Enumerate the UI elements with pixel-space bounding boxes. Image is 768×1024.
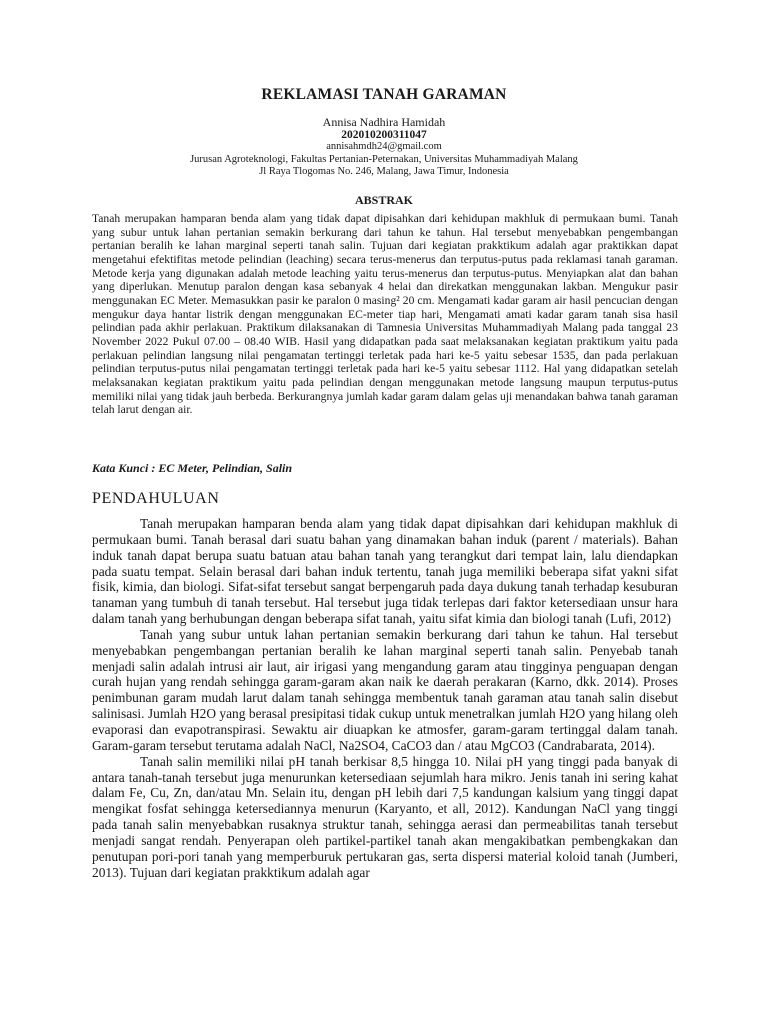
section-body bbox=[92, 516, 678, 880]
keywords: Kata Kunci : EC Meter, Pelindian, Salin bbox=[92, 461, 293, 475]
section-heading: PENDAHULUAN bbox=[92, 490, 220, 507]
body-paragraph: Tanah salin memiliki nilai pH tanah berkisar 8,5 hingga 10. Nilai pH yang tinggi pada banyak di antara tanah-tanah tersebut juga menurunkan ketersediaan sejumlah hara mikro. Jenis tanah ini sering kahat dalam Fe, Cu, Zn, dan/atau Mn. Selain itu, dengan pH lebih dari 7,5 kandungan kalsium yang tinggi dapat mengikat fosfat sehingga ketersediannya menurun (Karyanto, et all, 2012). Kandungan NaCl yang tinggi pada tanah salin menyebabkan rusaknya struktur tanah, sehingga aerasi dan permeabilitas tanah tersebut menjadi sangat rendah. Penyerapan oleh partikel-partikel tanah akan mengakibatkan pembengkakan dan penutupan pori-pori tanah yang memperburuk pertukaran gas, serta dispersi material koloid tanah (Jumberi, 2013). Tujuan dari kegiatan prakktikum adalah agar bbox=[92, 753, 678, 880]
author-block bbox=[0, 116, 768, 179]
body-paragraph: Tanah merupakan hamparan benda alam yang tidak dapat dipisahkan dari kehidupan makhluk di permukaan bumi. Tanah berasal dari suatu bahan yang dinamakan bahan induk (parent / materials). Bahan induk tanah dapat berupa suatu batuan atau bahan tanah yang terangkut dari tempat lain, lalu diendapkan pada suatu tempat. Selain berasal dari bahan induk tertentu, tanah juga memiliki beberapa sifat yakni sifat fisik, kimia, dan biologi. Sifat-sifat tersebut sangat berpengaruh pada daya dukung tanah terhadap kesuburan tanaman yang tumbuh di tanah tersebut. Hal tersebut juga tidak terlepas dari faktor ketersediaan unsur hara dalam tanah yang berhubungan dengan beberapa sifat tanah, yaitu sifat kimia dan biologi tanah (Lufi, 2012) bbox=[92, 516, 678, 627]
author-affiliation: Jurusan Agroteknologi, Fakultas Pertanian-Peternakan, Universitas Muhammadiyah Malang bbox=[190, 153, 578, 165]
paper-title: REKLAMASI TANAH GARAMAN bbox=[261, 86, 507, 103]
abstract-text: Tanah merupakan hamparan benda alam yang tidak dapat dipisahkan dari kehidupan makhluk di permukaan bumi. Tanah yang subur untuk lahan pertanian semakin berkurang dari tahun ke tahun. Hal tersebut menyebabkan pengembangan pertanian beralih ke lahan marginal seperti tanah salin. Tujuan dari kegiatan prakktikum adalah agar praktikkan dapat mengetahui efektifitas metode pelindian (leaching) secara terus-menerus dan terputus-putus pada reklamasi tanah garaman. Metode kerja yang digunakan adalah metode leaching yaitu terus-menerus dan terputus-putus. Menyiapkan alat dan bahan yang diperlukan. Menutup paralon dengan kasa sebanyak 4 helai dan direkatkan menggunakan lakban. Mengukur pasir menggunakan EC Meter. Memasukkan pasir ke paralon 0 masing² 20 cm. Mengamati kadar garam air hasil pencucian dengan mengukur daya hantar listrik dengan menggunakan EC-meter tiap hari, Mengamati amati kadar garam tanah sisa hasil pelindian pada akhir perlakuan. Praktikum dilaksanakan di Tamnesia Universitas Muhammadiyah Malang pada tanggal 23 November 2022 Pukul 07.00 – 08.40 WIB. Hasil yang didapatkan pada saat melaksanakan kegiatan praktikum yaitu pada perlakuan pelindian langsung nilai pengamatan tertinggi terletak pada hari ke-5 yaitu sebesar 1535, dan pada perlakuan pelindian terputus-putus nilai pengamatan tertinggi terletak pada hari ke-5 yaitu sebesar 1112. Hal yang didapatkan setelah melaksanakan kegiatan praktikum yaitu pada pelindian dengan menggunakan metode langsung maupun terputus-putus memiliki nilai yang tidak jauh berbeda. Berkurangnya jumlah kadar garam dalam gelas uji menandakan bahwa tanah garaman telah larut dengan air. bbox=[92, 212, 678, 417]
body-paragraph: Tanah yang subur untuk lahan pertanian semakin berkurang dari tahun ke tahun. Hal tersebut menyebabkan pengembangan pertanian beralih ke lahan marginal seperti tanah salin. Penyebab tanah menjadi salin adalah intrusi air laut, air irigasi yang mengandung garam atau tingginya penguapan dengan curah hujan yang rendah sehingga garam-garam akan naik ke daerah perakaran (Karno, dkk. 2014). Proses penimbunan garam mudah larut dalam tanah sehingga membentuk tanah garaman atau tanah salin disebut salinisasi. Jumlah H2O yang berasal presipitasi tidak cukup untuk menetralkan jumlah H2O yang hilang oleh evaporasi dan evapotranspirasi. Sewaktu air diuapkan ke atmosfer, garam-garam tertinggal dalam tanah. Garam-garam tersebut terutama adalah NaCl, Na2SO4, CaCO3 dan / atau MgCO3 (Candrabarata, 2014). bbox=[92, 626, 678, 753]
author-student-id: 202010200311047 bbox=[341, 128, 427, 141]
author-email: annisahmdh24@gmail.com bbox=[326, 141, 442, 153]
author-name: Annisa Nadhira Hamidah bbox=[322, 115, 446, 129]
abstract-heading: ABSTRAK bbox=[354, 193, 413, 207]
author-address: Jl Raya Tlogomas No. 246, Malang, Jawa Timur, Indonesia bbox=[259, 166, 509, 178]
